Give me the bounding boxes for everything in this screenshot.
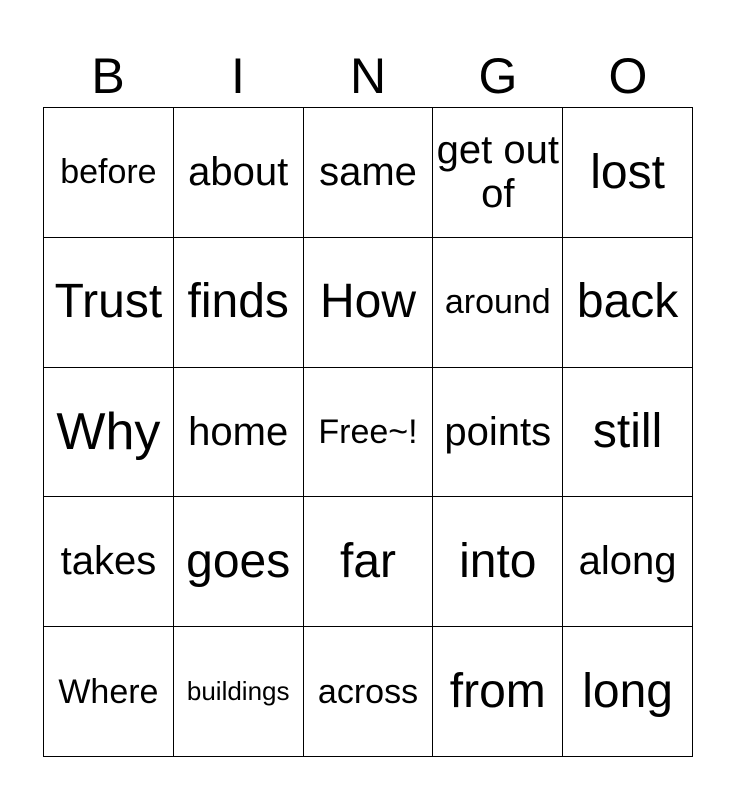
bingo-cell[interactable] xyxy=(563,627,693,757)
cell-label: long xyxy=(582,664,673,718)
bingo-cell[interactable] xyxy=(304,627,434,757)
bingo-header xyxy=(43,46,693,106)
free-space-cell[interactable] xyxy=(304,368,434,498)
cell-label: across xyxy=(317,672,419,711)
bingo-cell[interactable] xyxy=(174,627,304,757)
bingo-cell[interactable] xyxy=(304,108,434,238)
bingo-cell[interactable] xyxy=(44,497,174,627)
header-letter-i: I xyxy=(231,48,245,104)
cell-label: buildings xyxy=(186,676,290,707)
header-letter-n: N xyxy=(349,48,387,104)
bingo-board xyxy=(43,107,693,757)
cell-label: lost xyxy=(590,145,665,199)
cell-label: Why xyxy=(56,402,161,461)
cell-label: Where xyxy=(58,672,159,711)
cell-label: home xyxy=(188,409,289,454)
cell-label: into xyxy=(459,534,537,588)
cell-label: Trust xyxy=(54,275,163,329)
bingo-cell[interactable] xyxy=(433,108,563,238)
bingo-cell[interactable] xyxy=(44,238,174,368)
cell-label: same xyxy=(319,150,417,194)
header-letter-o: O xyxy=(608,48,648,104)
bingo-cell[interactable] xyxy=(174,497,304,627)
bingo-cell[interactable] xyxy=(304,497,434,627)
bingo-cell[interactable] xyxy=(563,368,693,498)
cell-label: points xyxy=(444,409,552,454)
cell-label: goes xyxy=(186,534,291,588)
cell-label: before xyxy=(60,153,157,192)
bingo-cell[interactable] xyxy=(44,368,174,498)
bingo-cell[interactable] xyxy=(174,368,304,498)
bingo-cell[interactable] xyxy=(433,497,563,627)
cell-label: far xyxy=(339,534,396,588)
bingo-cell[interactable] xyxy=(174,108,304,238)
bingo-cell[interactable] xyxy=(433,238,563,368)
cell-label: around xyxy=(444,283,551,322)
cell-label: finds xyxy=(187,275,289,329)
cell-label: takes xyxy=(60,539,157,584)
cell-label: about xyxy=(188,150,289,194)
header-letter-g: G xyxy=(478,48,518,104)
bingo-cell[interactable] xyxy=(563,108,693,238)
bingo-cell[interactable] xyxy=(433,627,563,757)
bingo-cell[interactable] xyxy=(563,497,693,627)
cell-label: How xyxy=(319,275,416,329)
bingo-cell[interactable] xyxy=(563,238,693,368)
cell-label: back xyxy=(576,275,679,329)
cell-label: still xyxy=(592,405,663,459)
bingo-cell[interactable] xyxy=(304,238,434,368)
cell-label: along xyxy=(578,539,677,584)
bingo-cell[interactable] xyxy=(44,627,174,757)
bingo-cell[interactable] xyxy=(433,368,563,498)
header-letter-b: B xyxy=(91,48,125,104)
cell-label: from xyxy=(449,664,546,718)
cell-label: Free~! xyxy=(318,412,418,451)
bingo-cell[interactable] xyxy=(44,108,174,238)
cell-label: get out of xyxy=(436,127,559,217)
bingo-cell[interactable] xyxy=(174,238,304,368)
